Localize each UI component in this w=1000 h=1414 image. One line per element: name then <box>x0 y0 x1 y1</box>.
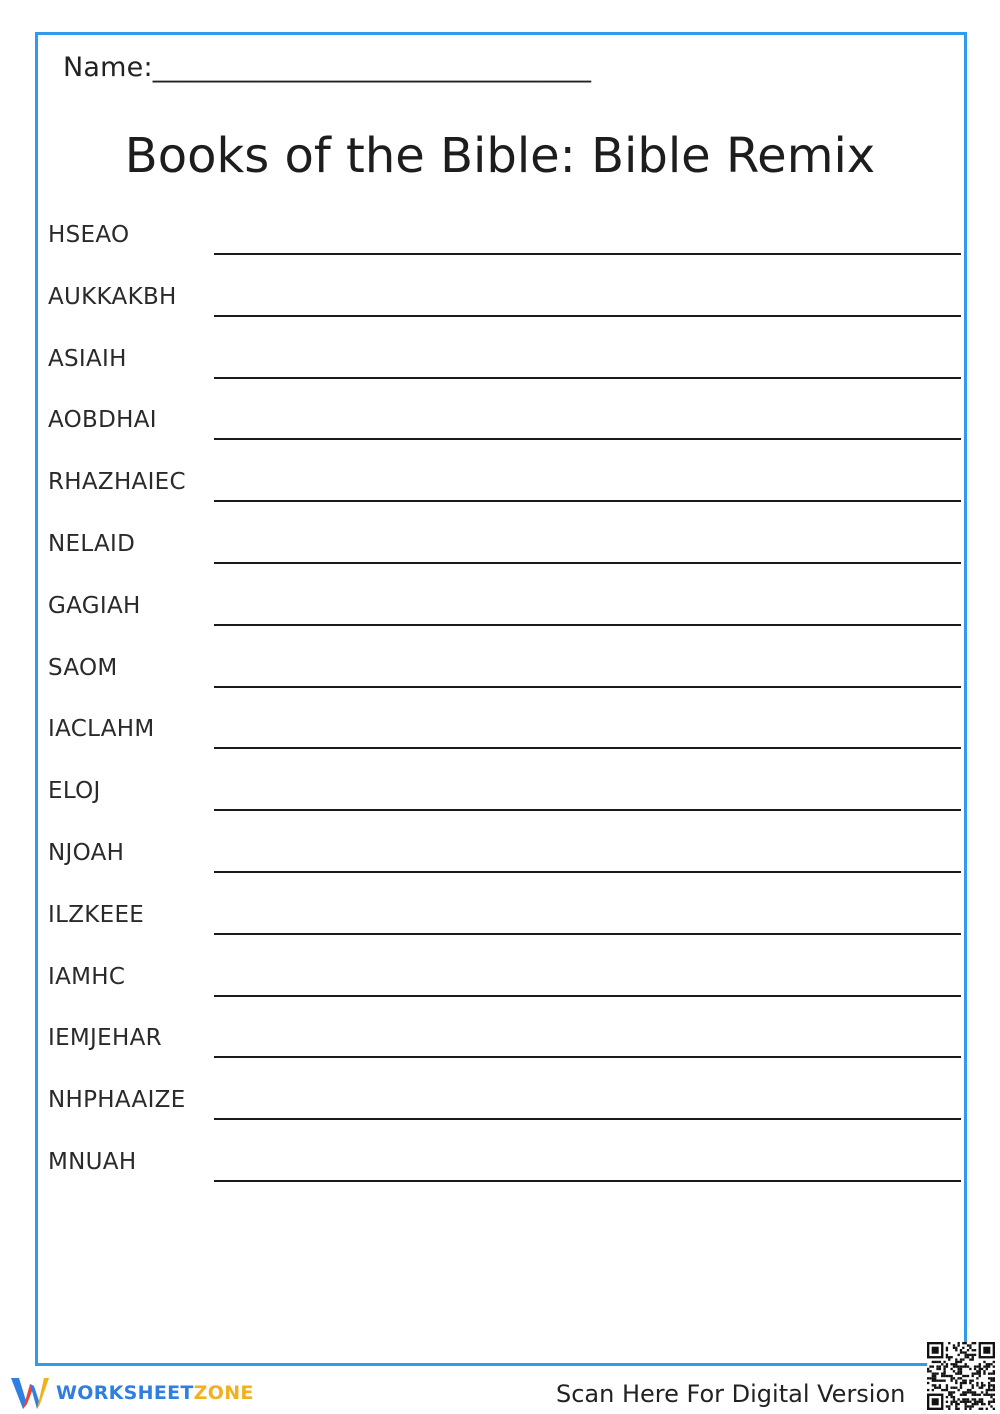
answer-line[interactable] <box>214 500 961 502</box>
worksheet-row <box>48 902 961 952</box>
answer-line[interactable] <box>214 438 961 440</box>
scrambled-word: IEMJEHAR <box>48 1025 162 1052</box>
page-title: Books of the Bible: Bible Remix <box>124 128 876 184</box>
scrambled-word: NELAID <box>48 531 136 557</box>
worksheetzone-logo-icon <box>10 1376 50 1410</box>
brand-logo <box>10 1376 254 1410</box>
answer-line[interactable] <box>214 1056 961 1058</box>
scrambled-word: HSEAO <box>48 222 130 248</box>
qr-code-icon[interactable] <box>927 1342 995 1410</box>
answer-line[interactable] <box>214 377 961 379</box>
worksheet-row <box>48 655 961 705</box>
scrambled-word: AOBDHAI <box>48 407 157 434</box>
worksheet-row <box>48 778 961 828</box>
scrambled-word: ASIAIH <box>48 345 127 372</box>
answer-line[interactable] <box>214 315 961 317</box>
answer-line[interactable] <box>214 995 961 997</box>
answer-line[interactable] <box>214 809 961 811</box>
scrambled-word: IAMHC <box>48 963 126 990</box>
worksheet-row <box>48 964 961 1014</box>
answer-line[interactable] <box>214 624 961 626</box>
worksheet-row <box>48 1025 961 1075</box>
answer-line[interactable] <box>214 1180 961 1182</box>
scrambled-word: ILZKEEE <box>48 901 145 928</box>
answer-line[interactable] <box>214 686 961 688</box>
answer-line[interactable] <box>214 253 961 255</box>
worksheet-row <box>48 284 961 334</box>
answer-line[interactable] <box>214 1118 961 1120</box>
scrambled-word: NJOAH <box>48 840 125 866</box>
answer-line[interactable] <box>214 933 961 935</box>
worksheet-row <box>48 593 961 643</box>
answer-line[interactable] <box>214 747 961 749</box>
answer-line[interactable] <box>214 871 961 873</box>
scrambled-word: NHPHAAIZE <box>48 1087 186 1114</box>
scrambled-word: AUKKAKBH <box>48 283 177 310</box>
scrambled-word: MNUAH <box>48 1149 137 1175</box>
name-field-label[interactable]: Name:________________________________ <box>63 52 592 83</box>
scrambled-word: GAGIAH <box>48 592 141 619</box>
scrambled-word: IACLAHM <box>48 716 155 743</box>
scrambled-word: ELOJ <box>48 778 101 805</box>
worksheet-row <box>48 840 961 890</box>
worksheet-row <box>48 407 961 457</box>
worksheet-row <box>48 1087 961 1137</box>
worksheet-row <box>48 222 961 272</box>
scan-instruction: Scan Here For Digital Version <box>556 1380 906 1408</box>
scrambled-word: RHAZHAIEC <box>48 469 186 496</box>
worksheet-row <box>48 346 961 396</box>
worksheet-row <box>48 1149 961 1199</box>
worksheet-row <box>48 716 961 766</box>
worksheet-row <box>48 469 961 519</box>
worksheet-row <box>48 531 961 581</box>
scrambled-word: SAOM <box>48 654 118 681</box>
answer-line[interactable] <box>214 562 961 564</box>
brand-name: WORKSHEETZONE <box>56 1382 254 1404</box>
